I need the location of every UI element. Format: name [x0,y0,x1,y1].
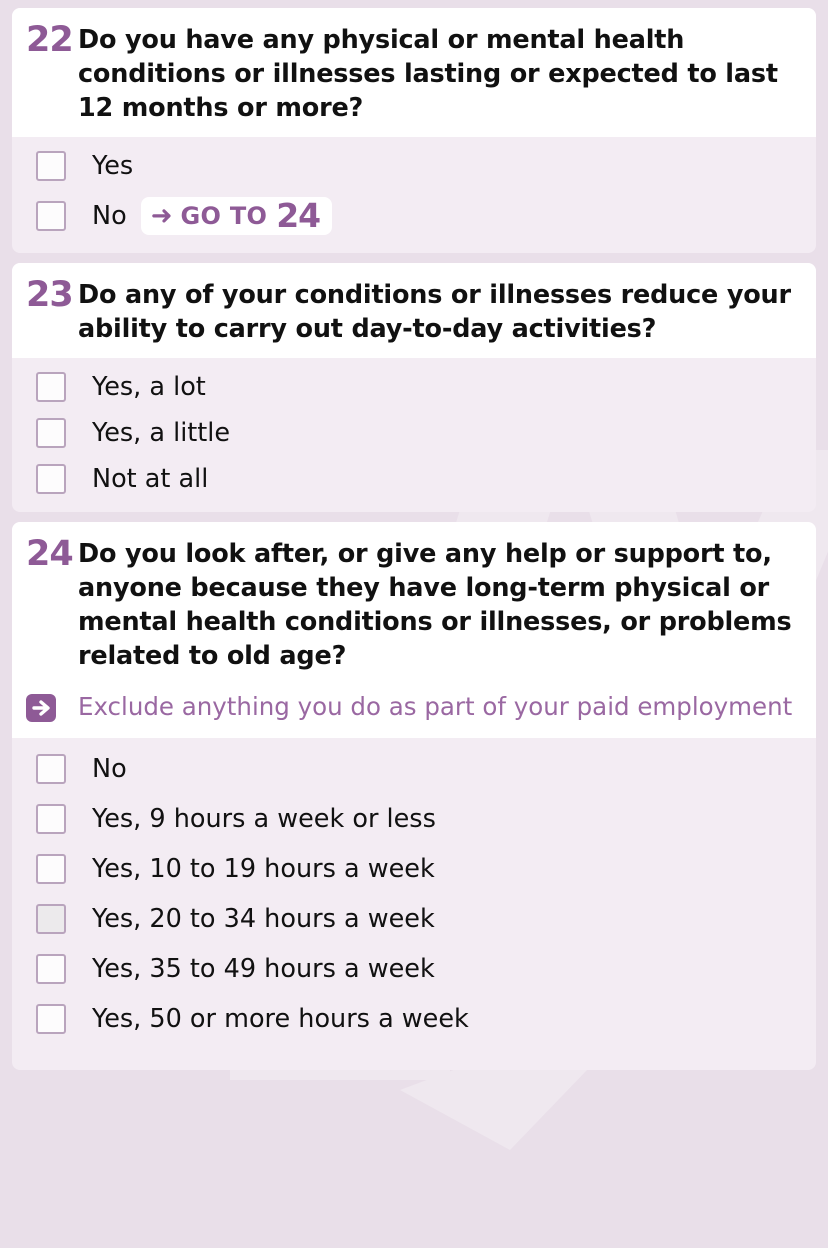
question-23-text: Do any of your conditions or illnesses reduce your ability to carry out day-to-day activities? [78,280,791,344]
note-arrow-icon [26,689,78,723]
option-row[interactable] [36,418,800,448]
question-24-header [12,522,816,685]
checkbox-24-9-hours-or-less[interactable] [36,804,66,834]
question-22-header [12,8,816,137]
option-row[interactable] [36,372,800,402]
question-block-23 [12,263,816,512]
question-24-text: Do you look after, or give any help or support to, anyone because they have long-term physical or mental health conditions or illnesses, or problems related to old age? [78,539,792,671]
option-row[interactable] [36,1004,800,1034]
option-row[interactable] [36,954,800,984]
option-label: Yes, a lot [92,372,206,402]
option-label: No [92,754,127,784]
option-label: Yes, a little [92,418,231,448]
checkbox-23-not-at-all[interactable] [36,464,66,494]
note-text: Exclude anything you do as part of your paid employment [78,692,793,721]
checkbox-23-yes-a-lot[interactable] [36,372,66,402]
question-24-options [12,738,816,1070]
option-row[interactable] [36,854,800,884]
option-row[interactable] [36,904,800,934]
option-row[interactable] [36,754,800,784]
question-23-header [12,263,816,358]
checkbox-24-20-to-34-hours[interactable] [36,904,66,934]
option-row[interactable] [36,197,800,235]
arrow-right-icon: ➜ [150,201,173,231]
checkbox-24-no[interactable] [36,754,66,784]
checkbox-24-10-to-19-hours[interactable] [36,854,66,884]
question-22-number: 22 [26,20,73,60]
option-label: Yes [92,151,134,181]
goto-label: GO TO [180,202,268,230]
option-row[interactable] [36,804,800,834]
option-row[interactable] [36,464,800,494]
option-label: Not at all [92,464,209,494]
question-block-24 [12,522,816,1070]
checkbox-22-no[interactable] [36,201,66,231]
goto-instruction [141,197,332,235]
question-block-22 [12,8,816,253]
option-row[interactable] [36,151,800,181]
question-22-text: Do you have any physical or mental health conditions or illnesses lasting or expected to last 12 months or more? [78,25,778,123]
question-23-options [12,358,816,512]
goto-target-number: 24 [276,196,321,235]
option-label: Yes, 50 or more hours a week [92,1004,469,1034]
option-label: No [92,201,127,231]
option-label: Yes, 35 to 49 hours a week [92,954,435,984]
option-label: Yes, 9 hours a week or less [92,804,436,834]
checkbox-22-yes[interactable] [36,151,66,181]
checkbox-24-50-or-more-hours[interactable] [36,1004,66,1034]
question-24-number: 24 [26,534,73,574]
question-23-number: 23 [26,275,73,315]
checkbox-23-yes-a-little[interactable] [36,418,66,448]
option-label: Yes, 20 to 34 hours a week [92,904,435,934]
question-22-options [12,137,816,253]
question-24-note [12,685,816,738]
option-label: Yes, 10 to 19 hours a week [92,854,435,884]
checkbox-24-35-to-49-hours[interactable] [36,954,66,984]
